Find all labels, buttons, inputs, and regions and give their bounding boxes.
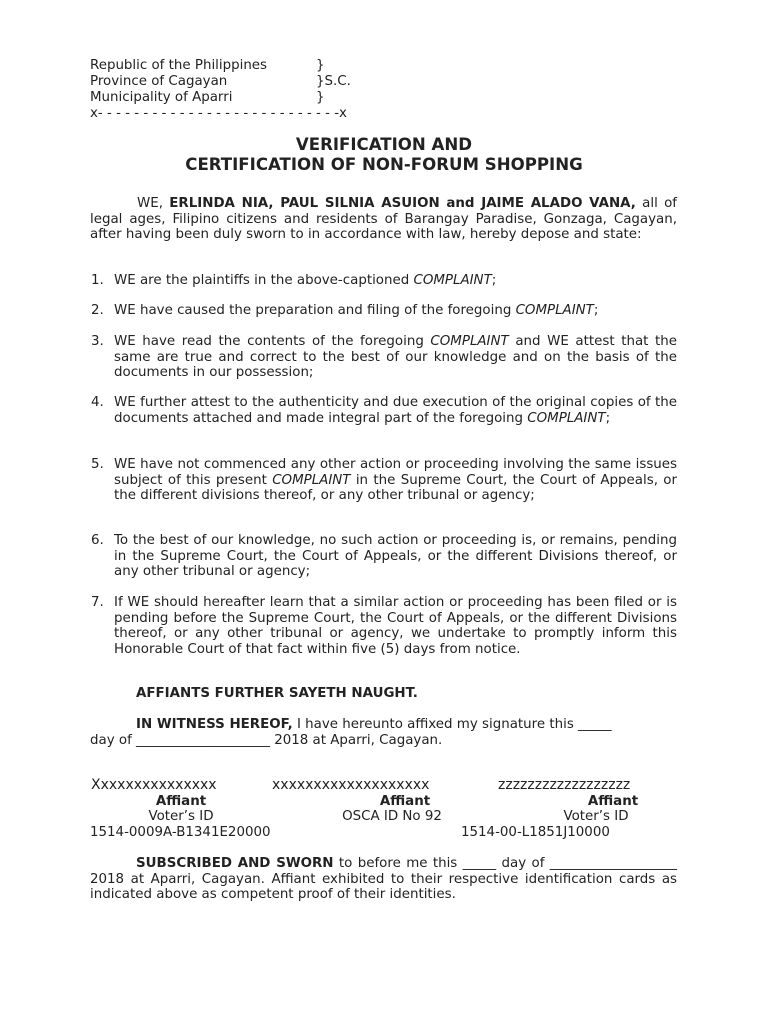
affiant-3-id-type: Voter’s ID — [563, 809, 629, 824]
jurat-paragraph — [90, 856, 677, 903]
affiant-3-id-number: 1514-00-L1851J10000 — [461, 825, 610, 840]
item-emphasis: COMPLAINT — [527, 410, 606, 426]
sayeth-naught: AFFIANTS FURTHER SAYETH NAUGHT. — [136, 686, 418, 701]
witness-line-2: day of ____________________ 2018 at Aparri, Cagayan. — [90, 733, 443, 748]
item-number: 3. — [91, 334, 104, 349]
jurat-bold: SUBSCRIBED AND SWORN — [136, 856, 334, 871]
item-text: ; — [605, 410, 611, 426]
item-text: and WE attest that the same are true and correct to the best of our knowledge and on the basis of the documents in our possession; — [114, 334, 677, 381]
affiant-2-id-type: OSCA ID No 92 — [342, 809, 442, 824]
item-number: 1. — [91, 273, 104, 288]
affiant-label-2: Affiant — [379, 794, 431, 809]
item-text: To the best of our knowledge, no such action or proceeding is, or remains, pending in the Supreme Court, the Court of Appeals, or the different Divisions thereof, or any other tribunal or agency; — [114, 533, 677, 580]
witness-line-1 — [136, 717, 612, 733]
affiant-label-3: Affiant — [587, 794, 639, 809]
witness-text: I have hereunto affixed my signature this _____ — [292, 717, 612, 732]
intro-rest: all of legal ages, Filipino citizens and residents of Barangay Paradise, Gonzaga, Cagayan, after having been duly sworn to in accordance with law, hereby depose and state: — [90, 196, 678, 243]
affiant-1-id-number: 1514-0009A-B1341E20000 — [90, 825, 271, 840]
affiant-1-id-type: Voter’s ID — [148, 809, 214, 824]
affiant-label-1: Affiant — [155, 794, 207, 809]
item-emphasis: COMPLAINT — [413, 273, 492, 288]
item-text: ; — [593, 303, 599, 318]
witness-bold: IN WITNESS HEREOF, — [136, 717, 293, 732]
document-title-line-1: VERIFICATION AND — [295, 135, 473, 154]
list-item-1 — [91, 273, 677, 289]
intro-paragraph — [90, 196, 677, 243]
intro-we: WE, — [137, 196, 163, 211]
caption-line-municipality: Municipality of Aparri — [90, 90, 233, 105]
intro-names: ERLINDA NIA, PAUL SILNIA ASUION and JAIME ALADO VANA, — [169, 196, 636, 211]
jurat-text: to before me this _____ day of ___________________ 2018 at Aparri, Cagayan. Affiant exhibited to their respective identification cards as indicated above as competent proof of their identities. — [90, 856, 677, 903]
list-item-2 — [91, 303, 677, 319]
item-number: 4. — [91, 395, 104, 410]
item-text: WE are the plaintiffs in the above-captioned — [114, 273, 414, 288]
signature-3: zzzzzzzzzzzzzzzzzz — [498, 777, 631, 793]
caption-line-province: Province of Cagayan — [90, 74, 228, 89]
item-text: ; — [491, 273, 497, 288]
item-number: 6. — [91, 533, 104, 548]
item-text: WE have caused the preparation and filing of the foregoing — [114, 303, 516, 318]
item-number: 5. — [91, 457, 104, 472]
item-number: 7. — [91, 595, 104, 610]
item-number: 2. — [91, 303, 104, 318]
caption-line-republic: Republic of the Philippines — [90, 58, 268, 73]
item-text: WE have read the contents of the foregoing — [114, 334, 431, 349]
item-text: in the Supreme Court, the Court of Appeals, or the different divisions thereof, or any other tribunal or agency; — [114, 472, 677, 504]
list-item-4 — [91, 395, 677, 426]
item-text: WE further attest to the authenticity and due execution of the original copies of the documents attached and made integral part of the foregoing — [114, 395, 677, 426]
list-item-3 — [91, 334, 677, 381]
caption-brace-sc: }S.C. — [316, 74, 351, 89]
caption-brace-1: } — [316, 58, 325, 73]
list-item-6 — [91, 533, 677, 580]
list-item-7 — [91, 595, 677, 657]
item-emphasis: COMPLAINT — [272, 472, 351, 488]
item-text: If WE should hereafter learn that a similar action or proceeding has been filed or is pending before the Supreme Court, the Court of Appeals, or the different Divisions thereof, or any other tribunal or agency, we undertake to promptly inform this Honorable Court of that fact within five (5) days from notice. — [114, 595, 677, 657]
item-emphasis: COMPLAINT — [515, 303, 594, 318]
signature-1: Xxxxxxxxxxxxxxx — [91, 777, 217, 793]
signature-2: xxxxxxxxxxxxxxxxxxx — [272, 777, 430, 793]
list-item-5 — [91, 457, 677, 504]
caption-brace-3: } — [316, 90, 325, 105]
document-title-line-2: CERTIFICATION OF NON-FORUM SHOPPING — [185, 155, 583, 174]
item-emphasis: COMPLAINT — [430, 334, 509, 349]
caption-divider: x- - - - - - - - - - - - - - - - - - - - - - - - - - -x — [90, 106, 347, 121]
item-text: WE have not commenced any other action or proceeding involving the same issues subject of this present — [114, 457, 677, 488]
